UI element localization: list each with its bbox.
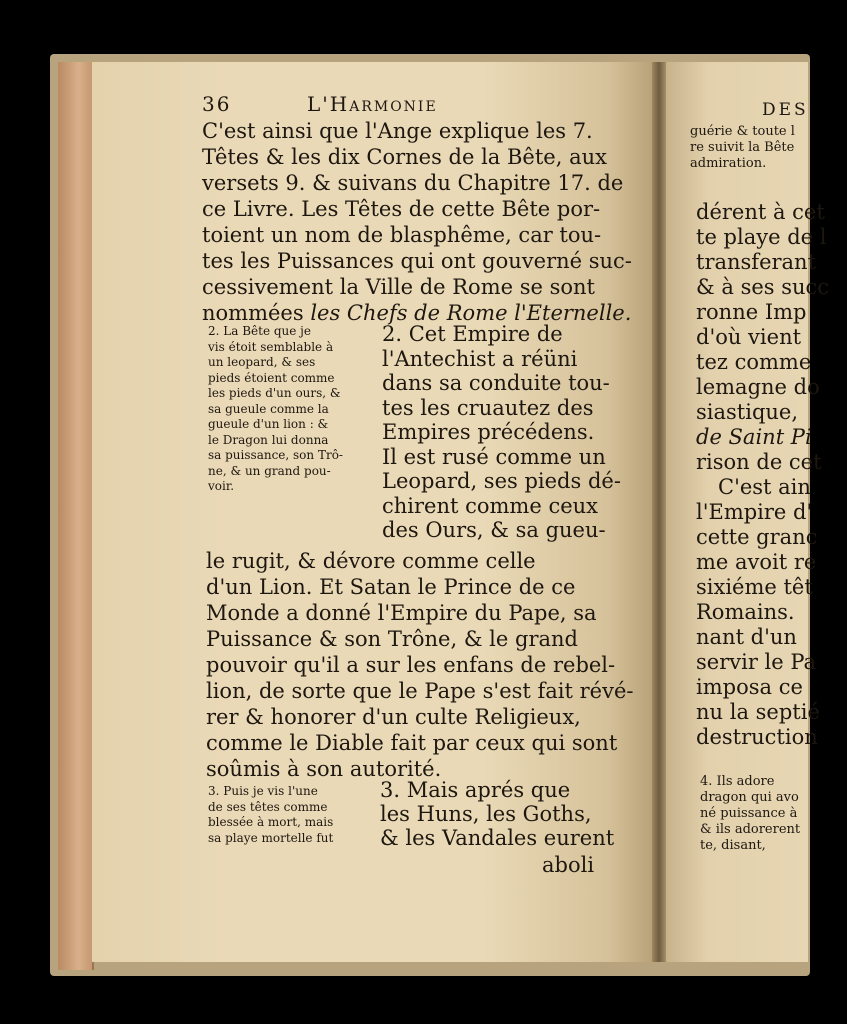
text-line: cette granc bbox=[696, 525, 818, 549]
text-line: comme le Diable fait par ceux qui sont bbox=[206, 731, 618, 755]
commentary-paragraph bbox=[206, 548, 634, 782]
text-line: lemagne do bbox=[696, 375, 820, 399]
text-line: ronne Imp bbox=[696, 300, 807, 324]
side-line: 4. Ils adore bbox=[700, 774, 775, 789]
text-line: Empires précédens. bbox=[382, 420, 595, 444]
text-line: 3. Mais aprés que bbox=[380, 778, 571, 802]
text-line: toient un nom de blasphême, car tou- bbox=[202, 223, 602, 247]
side-line: ne, & un grand pou- bbox=[208, 463, 331, 478]
text-line: & les Vandales eurent bbox=[380, 826, 615, 850]
text-line: me avoit re bbox=[696, 550, 817, 574]
right-running-head: DES bbox=[762, 100, 809, 120]
text-line: dans sa conduite tou- bbox=[382, 371, 610, 395]
text-line: de Saint Pi bbox=[696, 425, 812, 449]
side-line: de ses têtes comme bbox=[208, 799, 328, 814]
text-line: servir le Pa bbox=[696, 650, 817, 674]
side-line: 3. Puis je vis l'une bbox=[208, 784, 318, 798]
text-line: tes les cruautez des bbox=[382, 395, 594, 420]
side-line: un leopard, & ses bbox=[208, 355, 316, 369]
text-line: nant d'un bbox=[696, 625, 797, 649]
book-gutter bbox=[652, 62, 666, 962]
text-line: C'est ain bbox=[718, 475, 811, 499]
text-line: Monde a donné l'Empire du Pape, sa bbox=[206, 601, 597, 625]
verse-3-marginal-text bbox=[208, 784, 333, 846]
side-line: admiration. bbox=[690, 156, 767, 171]
running-head: L'Harmonie bbox=[307, 92, 438, 116]
text-line: chirent comme ceux bbox=[382, 493, 598, 518]
side-line: te, disant, bbox=[700, 838, 766, 853]
right-marginal-bottom bbox=[700, 774, 800, 854]
side-line: blessée à mort, mais bbox=[208, 815, 334, 829]
side-line: dragon qui avo bbox=[700, 790, 799, 805]
side-line: vis étoit semblable à bbox=[208, 339, 334, 354]
text-line: 2. Cet Empire de bbox=[382, 322, 563, 346]
text-line: pouvoir qu'il a sur les enfans de rebel- bbox=[206, 653, 616, 677]
side-line: guérie & toute l bbox=[690, 124, 795, 139]
side-line: les pieds d'un ours, & bbox=[208, 386, 341, 400]
side-line: voir. bbox=[208, 479, 235, 493]
verse-2-marginal-text bbox=[208, 324, 343, 495]
text-line: Puissance & son Trône, & le grand bbox=[206, 627, 578, 651]
intro-paragraph bbox=[202, 118, 632, 326]
page-number: 36 bbox=[202, 92, 232, 116]
text-line: Romains. bbox=[696, 600, 795, 624]
side-line: gueule d'un lion : & bbox=[208, 417, 329, 431]
text-line: soûmis à son autorité. bbox=[206, 757, 442, 781]
verse-2-commentary bbox=[382, 322, 621, 543]
text-line: te playe de l bbox=[696, 225, 827, 249]
text-line: d'où vient bbox=[696, 325, 802, 349]
text-line: l'Empire d' bbox=[696, 500, 813, 524]
text-line: Il est rusé comme un bbox=[382, 444, 606, 469]
text-fragment: nommées bbox=[202, 301, 304, 325]
text-line: d'un Lion. Et Satan le Prince de ce bbox=[206, 575, 576, 599]
text-line: transferant bbox=[696, 250, 817, 274]
text-line: le rugit, & dévore comme celle bbox=[206, 549, 536, 573]
italic-phrase: les Chefs de Rome l'Eternelle. bbox=[310, 301, 632, 325]
text-line: lion, de sorte que le Pape s'est fait révé- bbox=[206, 679, 634, 703]
right-page bbox=[666, 62, 830, 962]
text-line: imposa ce bbox=[696, 675, 803, 699]
text-line: nu la septié bbox=[696, 700, 820, 724]
side-line: 2. La Bête que je bbox=[208, 324, 312, 338]
text-line: tes les Puissances qui ont gouverné suc- bbox=[202, 249, 632, 273]
text-line: ce Livre. Les Têtes de cette Bête por- bbox=[202, 197, 601, 221]
left-page bbox=[92, 62, 652, 962]
text-line: Leopard, ses pieds dé- bbox=[382, 469, 621, 493]
text-line: tez comme bbox=[696, 350, 812, 374]
text-line: siastique, bbox=[696, 400, 799, 424]
text-line: les Huns, les Goths, bbox=[380, 802, 592, 826]
text-line: rison de cet bbox=[696, 450, 822, 474]
right-commentary bbox=[696, 200, 829, 750]
side-line: pieds étoient comme bbox=[208, 370, 335, 385]
side-line: sa gueule comme la bbox=[208, 401, 329, 416]
text-line: cessivement la Ville de Rome se sont bbox=[202, 275, 595, 299]
verse-3-commentary bbox=[380, 778, 614, 850]
side-line: & ils adorerent bbox=[700, 822, 801, 837]
side-line: sa playe mortelle fut bbox=[208, 830, 334, 845]
side-line: le Dragon lui donna bbox=[208, 432, 329, 447]
text-line: & à ses succ bbox=[696, 275, 830, 299]
text-line: dérent à cet bbox=[696, 200, 825, 224]
text-line: des Ours, & sa gueu- bbox=[382, 518, 606, 542]
text-line: C'est ainsi que l'Ange explique les 7. bbox=[202, 119, 593, 143]
side-line: re suivit la Bête bbox=[690, 140, 795, 155]
right-marginal-top bbox=[690, 124, 795, 172]
side-line: né puissance à bbox=[700, 806, 798, 821]
side-line: sa puissance, son Trô- bbox=[208, 448, 343, 462]
text-line: destruction bbox=[696, 725, 818, 749]
text-line: rer & honorer d'un culte Religieux, bbox=[206, 705, 581, 729]
text-line: l'Antechist a réüni bbox=[382, 346, 578, 371]
catchword: aboli bbox=[542, 853, 595, 877]
text-line: Têtes & les dix Cornes de la Bête, aux bbox=[202, 145, 607, 169]
text-line: versets 9. & suivans du Chapitre 17. de bbox=[202, 171, 624, 195]
text-line: sixiéme têt bbox=[696, 575, 813, 599]
page-edges bbox=[58, 62, 94, 970]
